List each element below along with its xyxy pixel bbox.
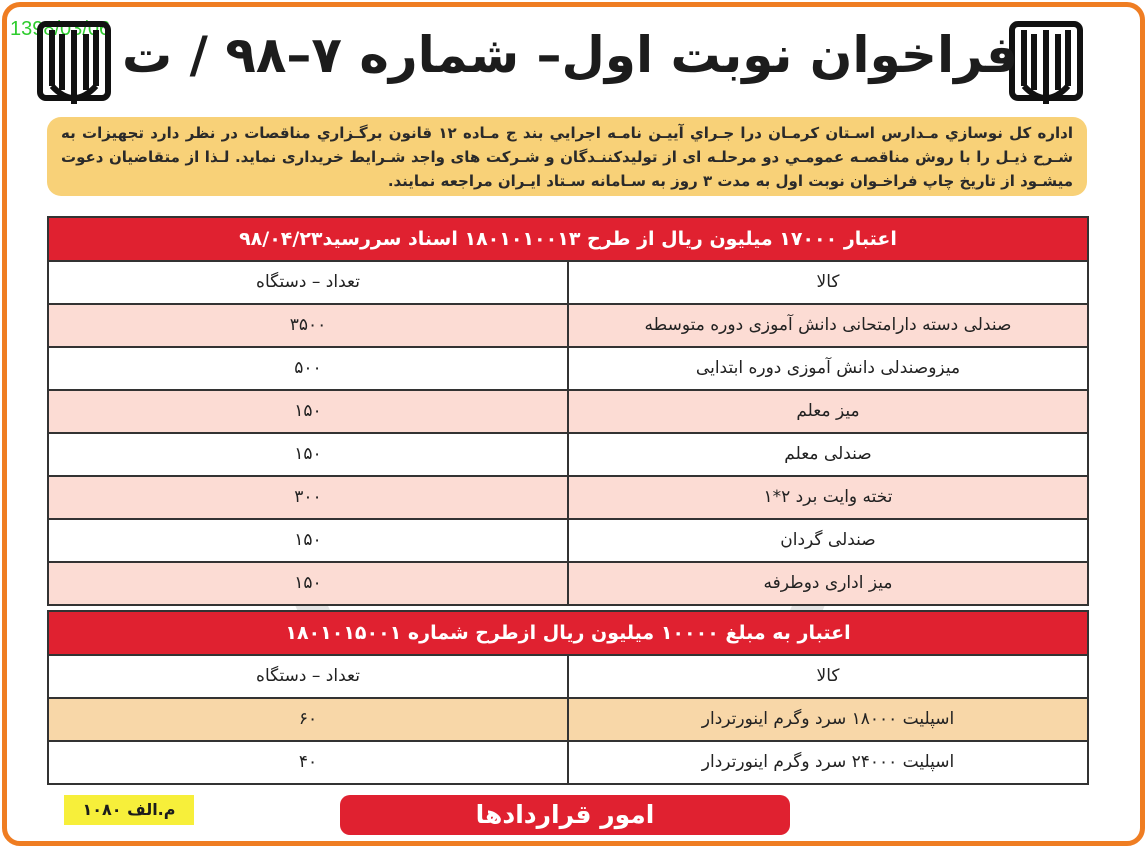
item-qty: ۱۵۰ [294,573,322,593]
item-qty: ۶۰ [298,709,318,729]
table-row [49,563,1087,604]
table-row [49,742,1087,783]
item-name: صندلی دسته دارامتحانی دانش آموزی دوره متوسطه [567,305,1087,346]
item-name: اسپلیت ۱۸۰۰۰ سرد وگرم اینورتردار [567,699,1087,740]
table-row [49,434,1087,477]
publication-code-badge: م.الف ۱۰۸۰ [64,795,194,825]
items-table-2 [47,610,1089,785]
item-name: اسپلیت ۲۴۰۰۰ سرد وگرم اینورتردار [567,742,1087,783]
table-1-header: اعتبار ۱۷۰۰۰ میلیون ریال از طرح ۱۸۰۱۰۱۰۰۱۳ اسناد سررسید۹۸/۰۴/۲۳ [49,218,1087,262]
item-qty: ۳۰۰ [294,487,322,507]
item-name: تخته وایت برد ۲*۱ [567,477,1087,518]
column-header-item: کالا [567,656,1087,697]
item-qty: ۳۵۰۰ [289,315,327,335]
items-table-1 [47,216,1089,606]
table-header-row [49,262,1087,305]
intro-text: اداره كل نوسازي مـدارس اسـتان كرمـان درا جـراي آييـن نامـه اجرايي بند ج مـاده ۱۲ قانون برگـزاري مناقصات در نظر دارد تجهيزات به شـرح ذيـل را با روش مناقصـه عمومـي دو مرحلـه اى از توليدكننـدگان و شـركت هاى واجد شـرايط خريدارى نمايد. لـذا از متقاضيان دعوت ميشـود از تاريخ چاپ فراخـوان نوبت اول به مدت ۳ روز به سـامانه سـتاد ايـران مراجعه نمايند. [47,117,1087,196]
table-row [49,348,1087,391]
column-header-qty: تعداد – دستگاه [256,272,360,292]
table-row [49,305,1087,348]
item-name: صندلی معلم [567,434,1087,475]
column-header-item: کالا [567,262,1087,303]
table-row [49,391,1087,434]
page-title: فراخوان نوبت اول– شماره ۷–۹۸ / ت [122,26,1018,84]
table-header-row [49,656,1087,699]
table-row [49,699,1087,742]
table-2-header: اعتبار به مبلغ ۱۰۰۰۰ میلیون ریال ازطرح شماره ۱۸۰۱۰۱۵۰۰۱ [49,612,1087,656]
item-qty: ۱۵۰ [294,530,322,550]
item-name: میزوصندلی دانش آموزی دوره ابتدایی [567,348,1087,389]
table-row [49,520,1087,563]
date-stamp: 1398/03/06 [10,18,111,40]
item-name: صندلی گردان [567,520,1087,561]
item-qty: ۱۵۰ [294,401,322,421]
column-header-qty: تعداد – دستگاه [256,666,360,686]
table-row [49,477,1087,520]
item-qty: ۱۵۰ [294,444,322,464]
department-banner: امور قراردادها [340,795,790,835]
iran-emblem-icon [36,20,112,110]
item-qty: ۴۰ [298,752,318,772]
item-qty: ۵۰۰ [294,358,322,378]
item-name: میز معلم [567,391,1087,432]
item-name: میز اداری دوطرفه [567,563,1087,604]
